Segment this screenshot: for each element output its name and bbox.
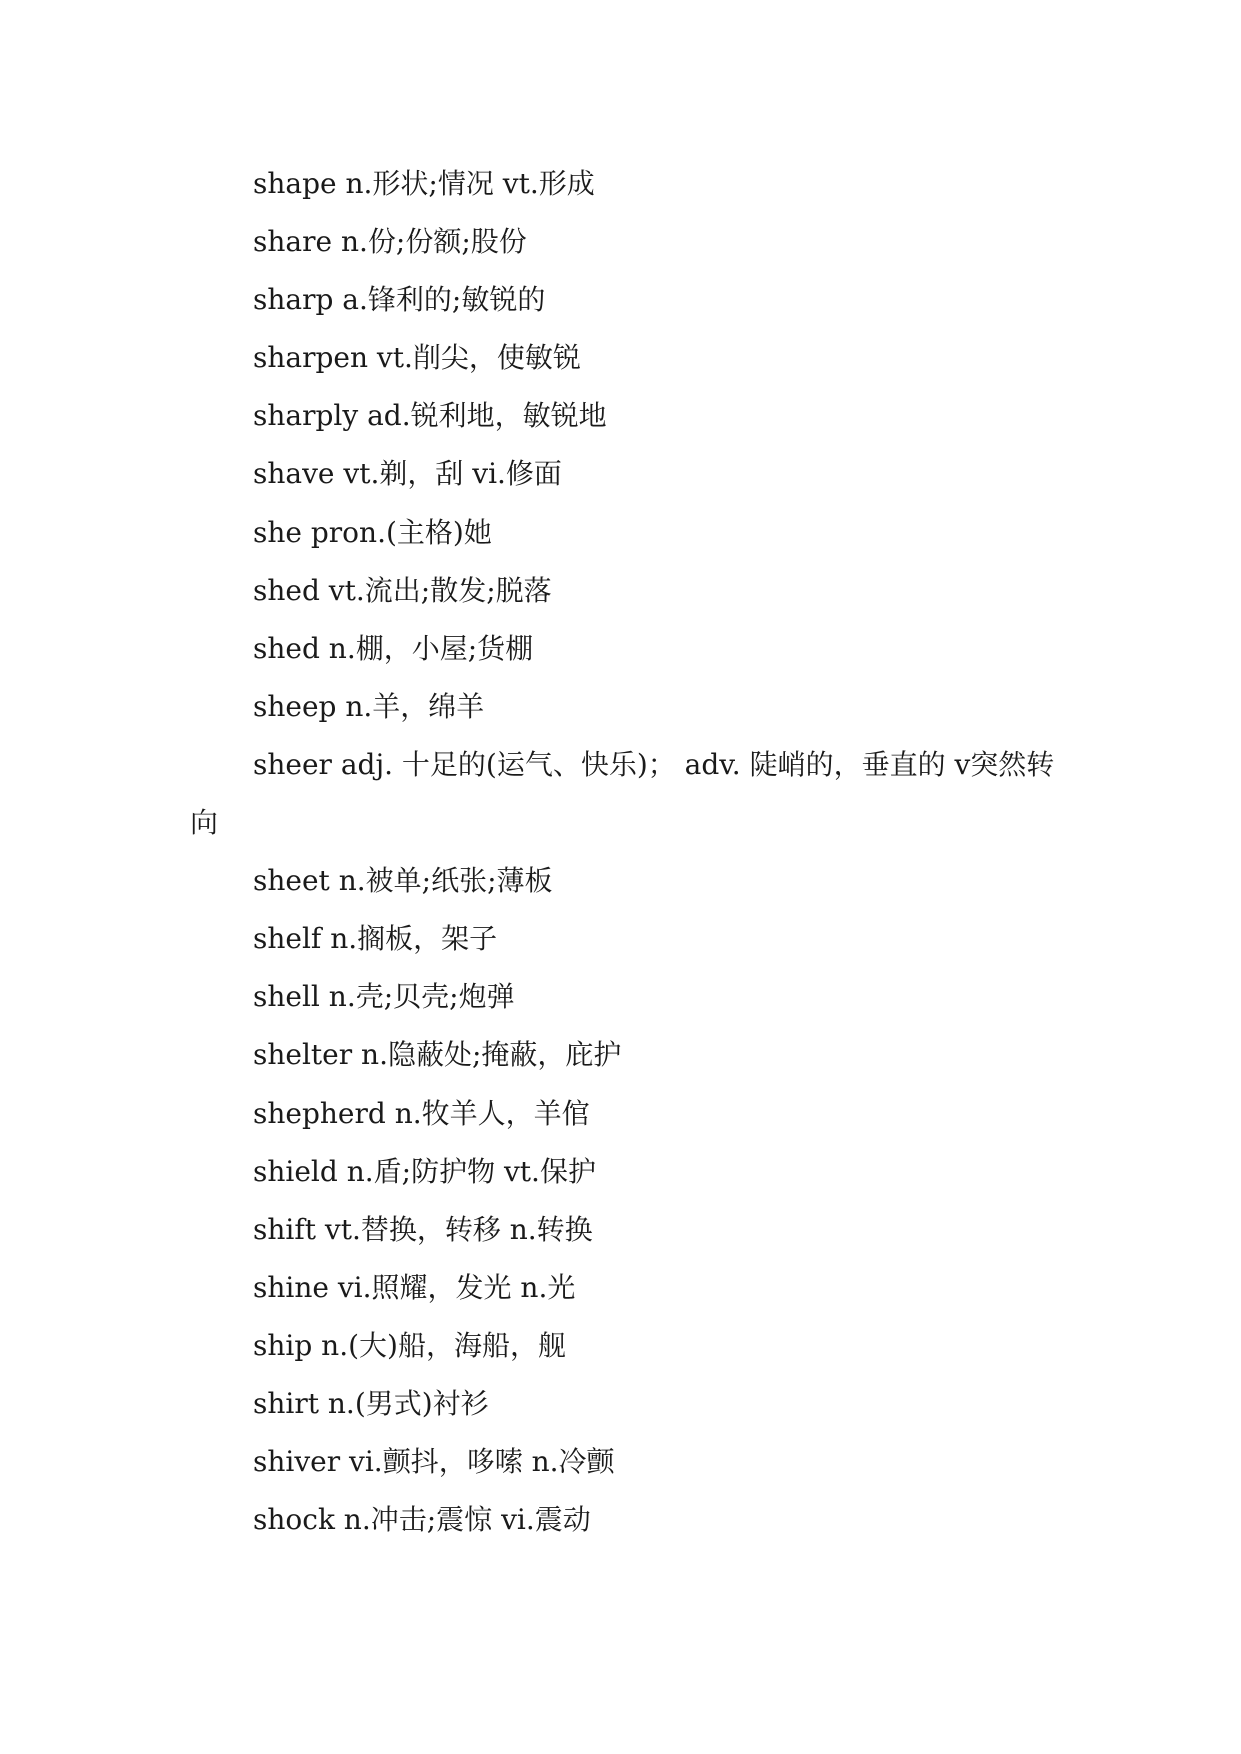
vocab-entry: shell n.壳;贝壳;炮弹: [253, 980, 515, 1014]
vocab-entry: sharpen vt.削尖，使敏锐: [253, 341, 581, 375]
vocab-entry: shelter n.隐蔽处;掩蔽，庇护: [253, 1038, 622, 1072]
vocab-entry: shed vt.流出;散发;脱落: [253, 573, 552, 607]
vocab-entry: share n.份;份额;股份: [253, 225, 527, 259]
vocab-entry: shepherd n.牧羊人，羊倌: [253, 1096, 590, 1130]
vocab-entry: shine vi.照耀，发光 n.光: [253, 1270, 576, 1304]
vocab-entry: shirt n.(男式)衬衫: [253, 1386, 489, 1420]
vocab-entry: she pron.(主格)她: [253, 515, 492, 549]
vocab-entry: sheep n.羊，绵羊: [253, 689, 485, 723]
vocab-entry: ship n.(大)船，海船，舰: [253, 1328, 566, 1362]
vocab-entry: shape n.形状;情况 vt.形成: [253, 167, 595, 200]
vocab-entry: shock n.冲击;震惊 vi.震动: [253, 1503, 591, 1537]
vocab-entry: shed n.棚，小屋;货棚: [253, 631, 534, 665]
vocab-entry: sharply ad.锐利地，敏锐地: [253, 399, 607, 433]
vocab-entry: sheer adj. 十足的(运气、快乐)； adv. 陡峭的，垂直的 v突然转向: [190, 747, 1055, 840]
vocabulary-list: [190, 155, 1070, 1549]
vocab-entry: sharp a.锋利的;敏锐的: [253, 283, 546, 317]
vocab-entry: shave vt.剃，刮 vi.修面: [253, 457, 562, 491]
vocab-entry: shiver vi.颤抖，哆嗦 n.冷颤: [253, 1445, 615, 1479]
vocab-entry: shelf n.搁板，架子: [253, 922, 498, 956]
vocab-entry: sheet n.被单;纸张;薄板: [253, 864, 553, 898]
vocab-entry: shift vt.替换，转移 n.转换: [253, 1212, 593, 1246]
vocab-entry: shield n.盾;防护物 vt.保护: [253, 1154, 596, 1188]
